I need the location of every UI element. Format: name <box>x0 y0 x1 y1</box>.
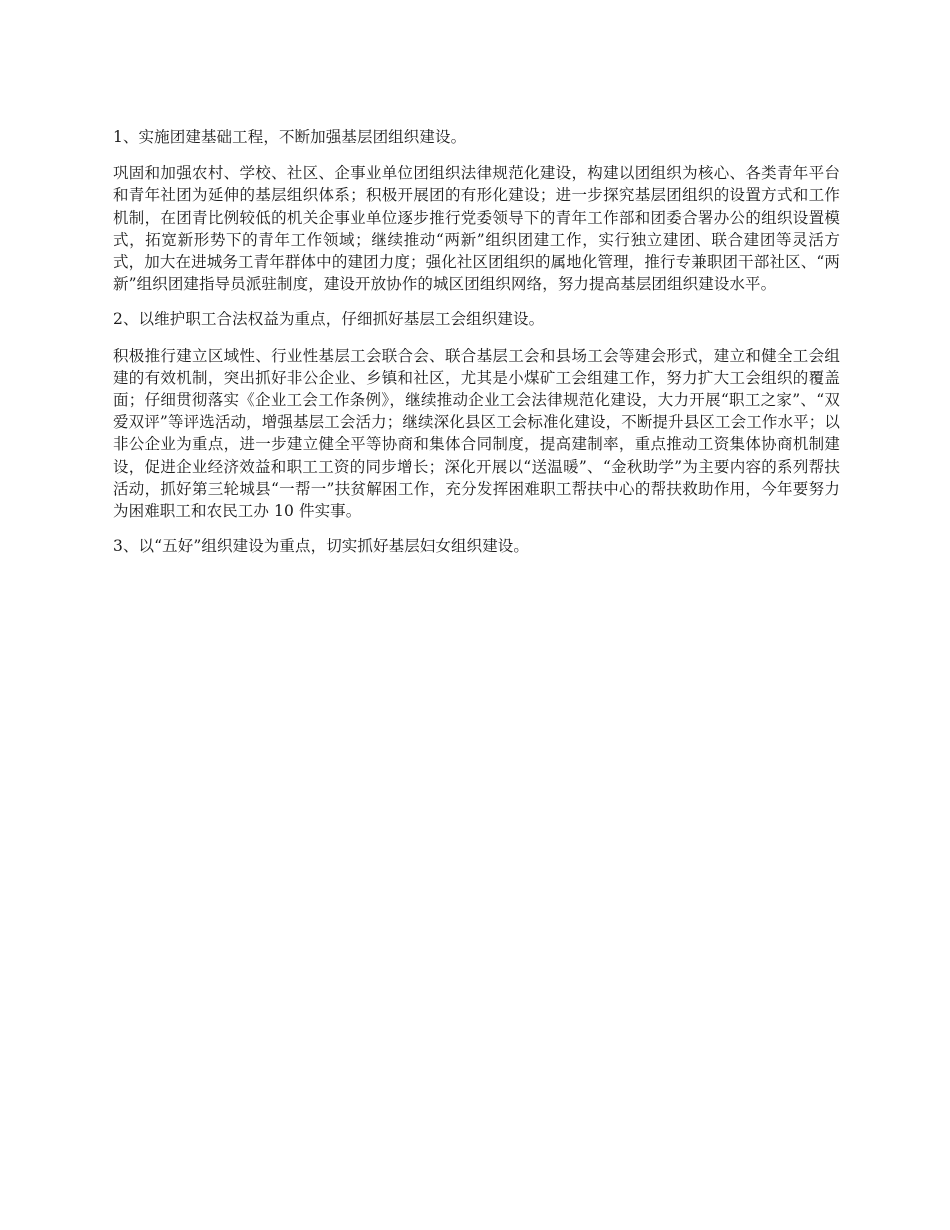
section-3-heading: 3、以“五好”组织建设为重点，切实抓好基层妇女组织建设。 <box>113 537 530 556</box>
section-1-heading: 1、实施团建基础工程，不断加强基层团组织建设。 <box>113 128 467 146</box>
section-1-body: 巩固和加强农村、学校、社区、企事业单位团组织法律规范化建设，构建以团组织为核心、各类青年平台和青年社团为延伸的基层组织体系；积极开展团的有形化建设；进一步探究基层团组织的设置方式和工作机制，在团青比例较低的机关企事业单位逐步推行党委领导下的青年工作部和团委合署办公的组织设置模式，拓宽新形势下的青年工作领域；继续推动“两新”组织团建工作，实行独立建团、联合建团等灵活方式，加大在进城务工青年群体中的建团力度；强化社区团组织的属地化管理，推行专兼职团干部社区、“两新”组织团建指导员派驻制度，建设开放协作的城区团组织网络，努力提高基层团组织建设水平。 <box>113 164 840 294</box>
section-2-heading: 2、以维护职工合法权益为重点，仔细抓好基层工会组织建设。 <box>113 310 545 329</box>
document-page <box>113 126 840 571</box>
section-2-body: 积极推行建立区域性、行业性基层工会联合会、联合基层工会和县场工会等建会形式，建立和健全工会组建的有效机制，突出抓好非公企业、乡镇和社区，尤其是小煤矿工会组建工作，努力扩大工会组织的覆盖面；仔细贯彻落实《企业工会工作条例》，继续推动企业工会法律规范化建设，大力开展“职工之家”、“双爱双评”等评选活动，增强基层工会活力；继续深化县区工会标准化建设，不断提升县区工会工作水平；以非公企业为重点，进一步建立健全平等协商和集体合同制度，提高建制率，重点推动工资集体协商机制建设，促进企业经济效益和职工工资的同步增长；深化开展以“送温暖”、“金秋助学”为主要内容的系列帮扶活动，抓好第三轮城县“一帮一”扶贫解困工作，充分发挥困难职工帮扶中心的帮扶救助作用，今年要努力为困难职工和农民工办 10 件实事。 <box>113 346 840 521</box>
